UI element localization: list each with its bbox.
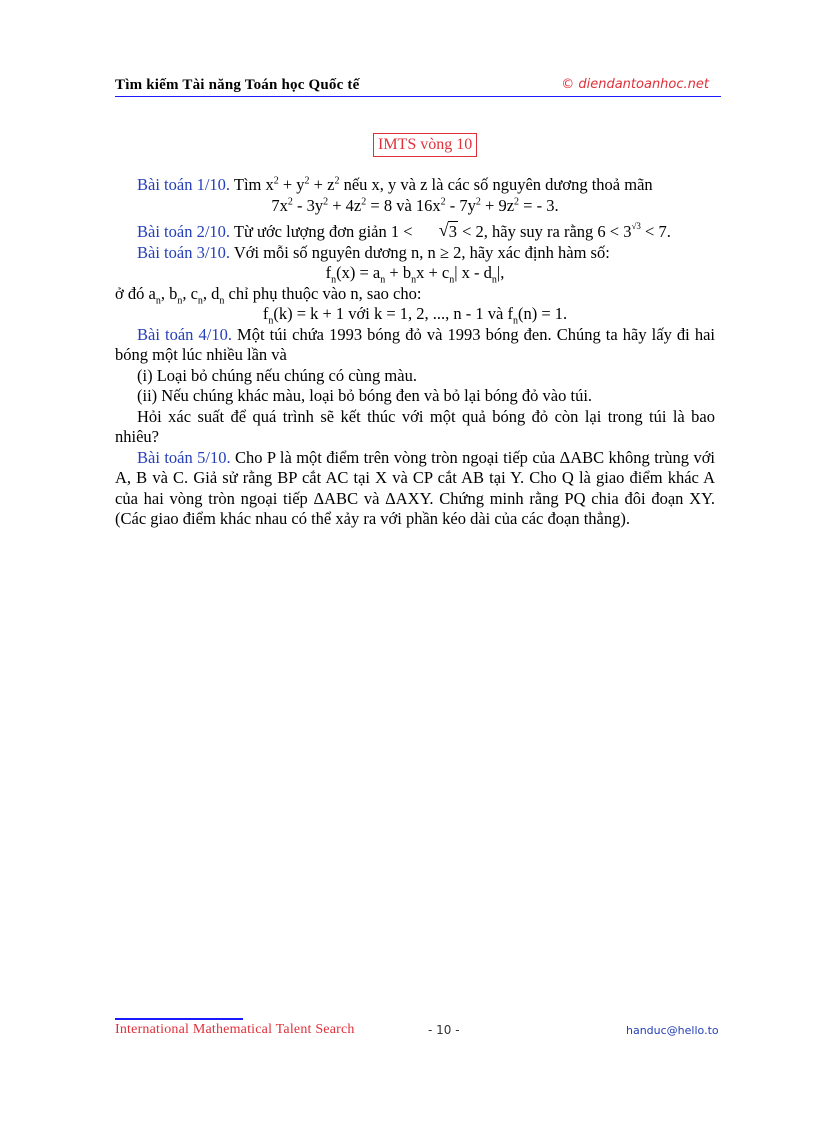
problem-3-label: Bài toán 3/10. [137, 242, 231, 262]
header-title: Tìm kiếm Tài năng Toán học Quốc tế [115, 77, 360, 93]
problem-1-label: Bài toán 1/10. [137, 175, 231, 194]
problem-4-label: Bài toán 4/10. [137, 324, 232, 344]
sqrt-symbol: √ 3 [438, 220, 457, 241]
problem-5-label: Bài toán 5/10. [137, 447, 231, 467]
problem-1: Bài toán 1/10. Tìm $x^2 + y^2 + z^2$ nếu x, y và z là các số nguyên dương thoả mãn [137, 175, 653, 194]
problem-2-label: Bài toán 2/10. [137, 222, 231, 241]
round-title: IMTS vòng 10 [373, 133, 477, 157]
problem-list [115, 175, 715, 530]
page-header [115, 74, 721, 97]
problem-5: Bài toán 5/10. Cho P là một điểm trên vòng tròn ngoại tiếp của ΔABC không trùng với A, B và C. Giả sử rằng BP cắt AC tại X và CP cắt AB tại Y. Cho Q là giao điểm khác A của hai vòng tròn ngoại tiếp ΔABC và ΔAXY. Chứng minh rằng PQ chia đôi đoạn XY. (Các giao điểm khác nhau có thể xảy ra với phần kéo dài của các đoạn thẳng). [115, 447, 716, 528]
problem-3-condition: $f_n(k) = k + 1$ với k = 1, 2, ..., n - 1 và $f_n(n) = 1$. [262, 304, 568, 327]
problem-1-equation: $7x^2 - 3y^2 + 4z^2 = 8$ và $16x^2 - 7y^2 + 9z^2$ = - 3. [271, 195, 559, 215]
problem-2: Bài toán 2/10. Từ ước lượng đơn giản 1 < √ 3 < 2, hãy suy ra rằng $6 < 3^{√3} < 7$. [137, 220, 671, 241]
footer-email: handuc@hello.to [626, 1024, 719, 1037]
problem-4-question: Hỏi xác suất để quá trình sẽ kết thúc với một quả bóng đỏ còn lại trong túi là bao nhiêu? [115, 406, 715, 446]
problem-3-function: $f_n(x) = a_n + b_nx + c_n|$ x - $d_n|$, [325, 263, 505, 286]
footer-title: International Mathematical Talent Search [115, 1022, 355, 1037]
problem-4-item-1: (i) Loại bỏ chúng nếu chúng có cùng màu. [137, 365, 417, 385]
page-number: - 10 - [428, 1023, 460, 1037]
header-website: © diendantoanhoc.net [561, 77, 709, 92]
problem-3-where: ở đó $a_n$, $b_n$, $c_n$, $d_n$ chỉ phụ thuộc vào n, sao cho: [115, 283, 422, 306]
footer-rule [115, 1018, 243, 1020]
problem-4: Bài toán 4/10. Một túi chứa 1993 bóng đỏ và 1993 bóng đen. Chúng ta hãy lấy đi hai bóng một lúc nhiều lần và [115, 324, 716, 364]
problem-3: Bài toán 3/10. Với mỗi số nguyên dương n, n ≥ 2, hãy xác định hàm số: [137, 242, 610, 262]
problem-4-item-2: (ii) Nếu chúng khác màu, loại bỏ bóng đen và bỏ lại bóng đỏ vào túi. [137, 386, 593, 405]
